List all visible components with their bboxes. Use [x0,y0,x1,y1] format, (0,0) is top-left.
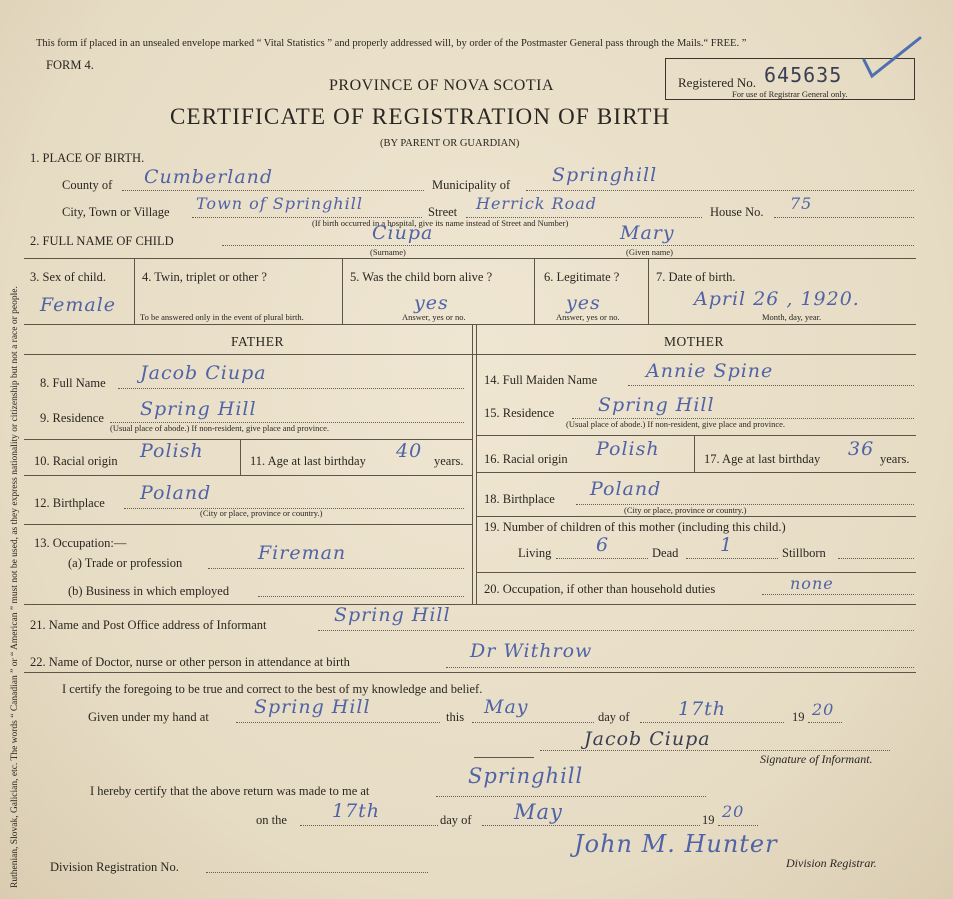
given-day-value: 17th [678,698,727,720]
date-of-birth-value: April 26 , 1920. [694,288,860,310]
county-value: Cumberland [144,166,274,188]
date-of-birth-label: 7. Date of birth. [656,270,736,284]
given-name-caption: (Given name) [626,247,673,257]
registered-note: For use of Registrar General only. [732,89,848,99]
father-birthplace-label: 12. Birthplace [34,496,105,510]
given-year-prefix: 19 [792,710,805,724]
twin-label: 4. Twin, triplet or other ? [142,270,267,284]
return-place-value: Springhill [468,764,584,788]
given-day-of-label: day of [598,710,630,724]
mother-name-value: Annie Spine [646,360,774,382]
certificate-title: CERTIFICATE OF REGISTRATION OF BIRTH [170,104,671,129]
father-age-value: 40 [396,440,423,462]
on-year-prefix: 19 [702,813,715,827]
date-of-birth-note: Month, day, year. [762,312,822,322]
trade-label: (a) Trade or profession [68,556,183,570]
mother-birthplace-label: 18. Birthplace [484,492,555,506]
county-label: County of [62,178,113,192]
father-years-label: years. [434,454,464,468]
doctor-value: Dr Withrow [470,640,593,662]
informant-value: Spring Hill [334,604,451,626]
legitimate-note: Answer, yes or no. [556,312,620,322]
on-the-label: on the [256,813,287,827]
father-birthplace-value: Poland [140,482,212,504]
father-occupation-label: 13. Occupation:— [34,536,127,550]
mother-birthplace-value: Poland [590,478,662,500]
born-alive-value: yes [414,292,449,314]
return-year-value: 20 [722,802,745,821]
mother-residence-note: (Usual place of abode.) If non-resident, give place and province. [566,419,786,429]
city-value: Town of Springhill [196,194,363,213]
children-count-label: 19. Number of children of this mother (including this child.) [484,520,786,534]
registrar-caption: Division Registrar. [786,856,877,870]
father-age-label: 11. Age at last birthday [250,454,366,468]
return-made-label: I hereby certify that the above return was made to me at [90,784,370,798]
stillborn-label: Stillborn [782,546,826,560]
mother-occupation-value: none [790,574,834,593]
mailing-notice: This form if placed in an unsealed envelope marked “ Vital Statistics ” and properly addressed will, by order of the Postmaster General pass through the Mails.“ FREE. ” [36,38,747,49]
informant-label: 21. Name and Post Office address of Informant [30,618,267,632]
street-value: Herrick Road [476,194,598,213]
house-number-label: House No. [710,205,764,219]
given-under-hand-label: Given under my hand at [88,710,209,724]
father-racial-origin-value: Polish [140,440,204,462]
mother-age-label: 17. Age at last birthday [704,452,821,466]
legitimate-value: yes [566,292,601,314]
born-alive-note: Answer, yes or no. [402,312,466,322]
certify-statement: I certify the foregoing to be true and correct to the best of my knowledge and belief. [62,682,483,696]
informant-signature: Jacob Ciupa [584,728,711,750]
mother-age-value: 36 [848,438,875,460]
child-surname-value: Ciupa [372,222,434,244]
father-racial-origin-label: 10. Racial origin [34,454,118,468]
father-birthplace-note: (City or place, province or country.) [200,508,323,518]
given-place-value: Spring Hill [254,696,371,718]
sex-label: 3. Sex of child. [30,270,107,284]
mother-name-label: 14. Full Maiden Name [484,373,598,387]
province-heading: PROVINCE OF NOVA SCOTIA [329,77,555,94]
house-number-value: 75 [790,194,813,213]
municipality-label: Municipality of [432,178,511,192]
born-alive-label: 5. Was the child born alive ? [350,270,493,284]
living-label: Living [518,546,552,560]
hospital-note: (If birth occurred in a hospital, give its name instead of Street and Number) [312,218,569,228]
sex-value: Female [40,294,117,316]
dead-label: Dead [652,546,679,560]
registrar-signature: John M. Hunter [574,830,778,858]
living-value: 6 [596,534,610,556]
return-day-value: 17th [332,800,381,822]
father-residence-value: Spring Hill [140,398,257,420]
division-registration-label: Division Registration No. [50,860,179,874]
father-residence-label: 9. Residence [40,411,104,425]
child-name-label: 2. FULL NAME OF CHILD [30,234,174,248]
father-name-label: 8. Full Name [40,376,106,390]
informant-signature-caption: Signature of Informant. [760,752,873,766]
business-label: (b) Business in which employed [68,584,230,598]
registered-label: Registered No. [678,75,756,90]
certificate-subtitle: (BY PARENT OR GUARDIAN) [380,138,520,149]
father-name-value: Jacob Ciupa [140,362,267,384]
given-month-value: May [484,696,529,718]
dead-value: 1 [720,534,734,556]
mother-heading: MOTHER [664,334,724,349]
father-heading: FATHER [231,334,285,349]
child-given-name-value: Mary [620,222,675,244]
mother-birthplace-note: (City or place, province or country.) [624,505,747,515]
twin-note: To be answered only in the event of plural birth. [140,312,304,322]
return-month-value: May [514,800,563,824]
mother-occupation-label: 20. Occupation, if other than household duties [484,582,716,596]
place-of-birth-label: 1. PLACE OF BIRTH. [30,151,145,165]
mother-racial-origin-label: 16. Racial origin [484,452,568,466]
municipality-value: Springhill [552,164,658,186]
check-mark-icon [862,36,922,80]
surname-caption: (Surname) [370,247,406,257]
mother-racial-origin-value: Polish [596,438,660,460]
street-label: Street [428,205,458,219]
form-number: FORM 4. [46,58,94,72]
side-note: Ruthenian, Slovak, Galician, etc. The words “ Canadian ” or “ American ” must not be used, as they express nationality or citizenship but not a race or people. [10,286,20,888]
mother-residence-label: 15. Residence [484,406,555,420]
registered-number: 645635 [764,63,843,87]
father-residence-note: (Usual place of abode.) If non-resident, give place and province. [110,423,330,433]
on-day-of-label: day of [440,813,472,827]
given-year-value: 20 [812,700,835,719]
mother-residence-value: Spring Hill [598,394,715,416]
trade-value: Fireman [258,542,347,564]
legitimate-label: 6. Legitimate ? [544,270,620,284]
this-label: this [446,710,465,724]
doctor-label: 22. Name of Doctor, nurse or other person in attendance at birth [30,655,350,669]
mother-years-label: years. [880,452,910,466]
city-label: City, Town or Village [62,205,170,219]
